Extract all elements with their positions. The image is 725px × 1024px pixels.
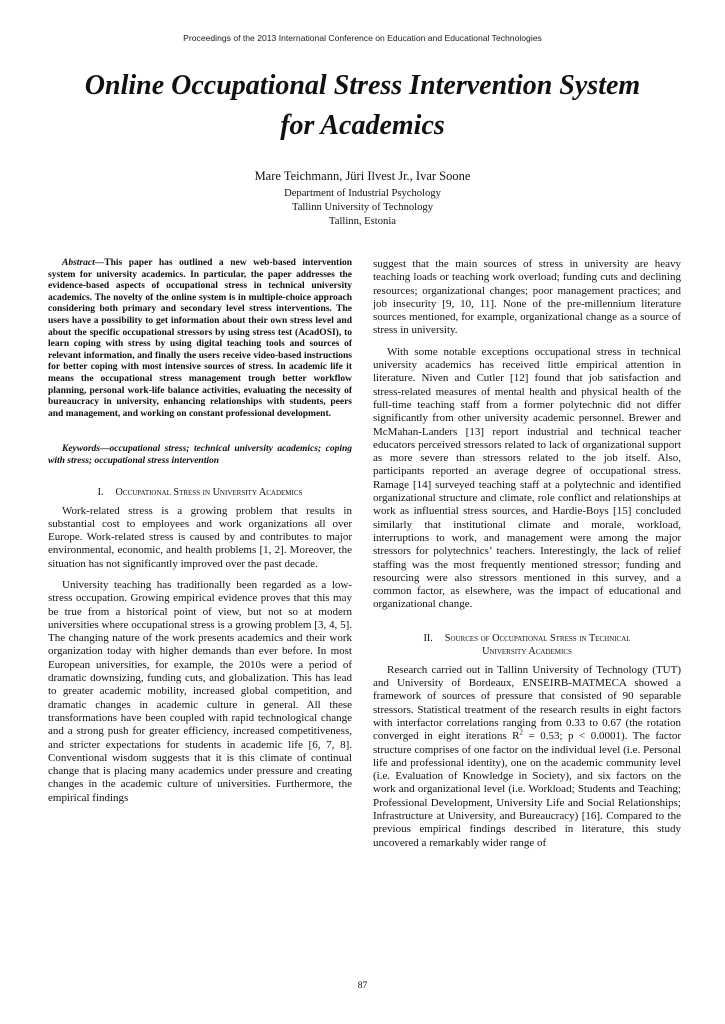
keywords-text: —occupational stress; technical university academics; coping with stress; occupational stress intervention: [48, 444, 352, 466]
right-paragraph-1: suggest that the main sources of stress in university are heavy teaching loads or teaching work overload; funding cuts and declining resources; organizational changes; poor management practices; and job insecurity [9, 10, 11]. None of the pre-millennium literature sources mentioned, for example, organizational change as a source of stress in university.: [373, 258, 681, 337]
section-2-number: II.: [423, 632, 433, 644]
affiliation-location: Tallinn, Estonia: [329, 216, 396, 227]
abstract-text: —This paper has outlined a new web-based intervention system for university academics. In particular, the paper addresses the evidence-based aspects of occupational stress in technical university academics. The novelty of the online system is in multiple-choice approach considering both primary and secondary level stress interventions. The users have a possibility to get information about their own stress level and about the specific occupational stressors by using stress test (AcadOSI), to learn coping with stress by using digital teaching tools and sources of relevant information, and finally the users receive video-based instructions for better coping with most intensive sources of stress. In academic life it means the occupational stress management trough better workflow planning, personal work-life balance activities, evaluating the necessity of bureaucracy in university, enhancing relationships with students, peers and management, and working on constant professional development.: [48, 258, 352, 419]
affiliation-university: Tallinn University of Technology: [291, 202, 434, 213]
affiliation-department: Department of Industrial Psychology: [284, 188, 441, 199]
section-1-number: I.: [97, 486, 104, 498]
keywords-label: Keywords: [62, 444, 100, 455]
abstract: [48, 258, 352, 420]
keywords: [48, 444, 352, 467]
section-1-heading: [48, 486, 352, 499]
page-number: 87: [357, 981, 368, 991]
section-1-title: Occupational Stress in University Academics: [115, 486, 303, 498]
section-2-title-line-2: University Academics: [482, 645, 572, 657]
left-column: [48, 258, 352, 805]
affiliation: [0, 187, 725, 229]
section-1-paragraph-2: University teaching has traditionally been regarded as a low-stress occupation. Growing empirical evidence proves that this may be true from a historical point of view, but not so at modern universities where occupational stress is a growing problem [3, 4, 5]. The changing nature of the work presents academics and their work organization today with higher demands than ever before. In most European universities, for example, the 2010s were a period of dramatic downsizing, funding cuts, and globalization. This has lead to greater academic mobility, increased global competition, and dramatic changes in academic culture in general. All these transformations have been coupled with rapid technological change and a strong push for greater efficiency, increased competitiveness, and stricter expectations for students in academic life [6, 7, 8]. Conventional wisdom suggests that it is this climate of continual change that is placing many academics under pressure and creating changes in the academic culture of universities. Furthermore, the empirical findings: [48, 578, 352, 804]
section-2-heading: [373, 632, 681, 658]
r-squared-superscript: 2: [519, 728, 523, 737]
section-2-title-line-1: Sources of Occupational Stress in Technical: [444, 632, 631, 644]
paper-title: [40, 66, 685, 146]
proceedings-header: Proceedings of the 2013 International Conference on Education and Educational Technologies: [183, 33, 542, 43]
authors: Mare Teichmann, Jüri Ilvest Jr., Ivar Soone: [254, 169, 471, 183]
section-2-paragraph-1: [373, 664, 681, 850]
right-column: [373, 258, 681, 850]
section-1-paragraph-1: Work-related stress is a growing problem that results in substantial cost to employees and work organizations all over Europe. Work-related stress is caused by and contributes to major environmental, economic, and health problems [1, 2]. Moreover, the situation has not significantly improved over the past decade.: [48, 504, 352, 570]
title-line-1: Online Occupational Stress Intervention System: [84, 70, 641, 101]
abstract-label: Abstract: [62, 258, 95, 268]
section-2-text-end: = 0.53; p < 0.0001). The factor structure comprises of one factor on the individual level (i.e. Personal life and professional identity), one on the academic community level (i.e. Evaluation of Knowledge in Society), and six factors on the work and organizational level (i.e. Workload; Students and Teaching; Professional Development, University Life and Social Relationships; Infrastructure at University, and Bureaucracy) [16]. Compared to the previous empirical findings described in literature, this study uncovered a remarkably wider range of: [373, 730, 681, 849]
section-2-text-start: Research carried out in Tallinn University of Technology (TUT) and University of Bordeaux, ENSEIRB-MATMECA showed a framework of sources of pressure that consisted of 90 separable stressors. Statistical treatment of the research results in eight factors with interfactor correlations ranging from 0.33 to 0.67 (the rotation converged in eight iterations R: [373, 663, 681, 743]
right-paragraph-2: With some notable exceptions occupational stress in technical university academics has received little empirical attention in literature. Niven and Cutler [12] found that job satisfaction and stress-related measures of mental health and physical health of the full-time teaching staff from a former polytechnic did not differ significantly from other university academic personnel. Brewer and McMahan-Landers [13] report industrial and technical teacher educators perceived stressors related to lack of organizational support as more severe than stressors related to the job itself. Also, participants reported an average degree of occupational stress. Ramage [14] surveyed teaching staff at a polytechnic and identified organizational structure and climate, role conflict and relationships at work as influential stress sources, and Hardie-Boys [15] concluded similarly that institutional climate and morale, workload, interruptions to work, and management were among the major stressors for polytechnics’ teachers. Interestingly, the lack of relief staffing was the most frequently mentioned stressor; funding and resourcing were also stressors mentioned in this survey, and a common factor, as elsewhere, was the impact of educational and organizational change.: [373, 345, 681, 611]
title-line-2: for Academics: [280, 110, 445, 141]
